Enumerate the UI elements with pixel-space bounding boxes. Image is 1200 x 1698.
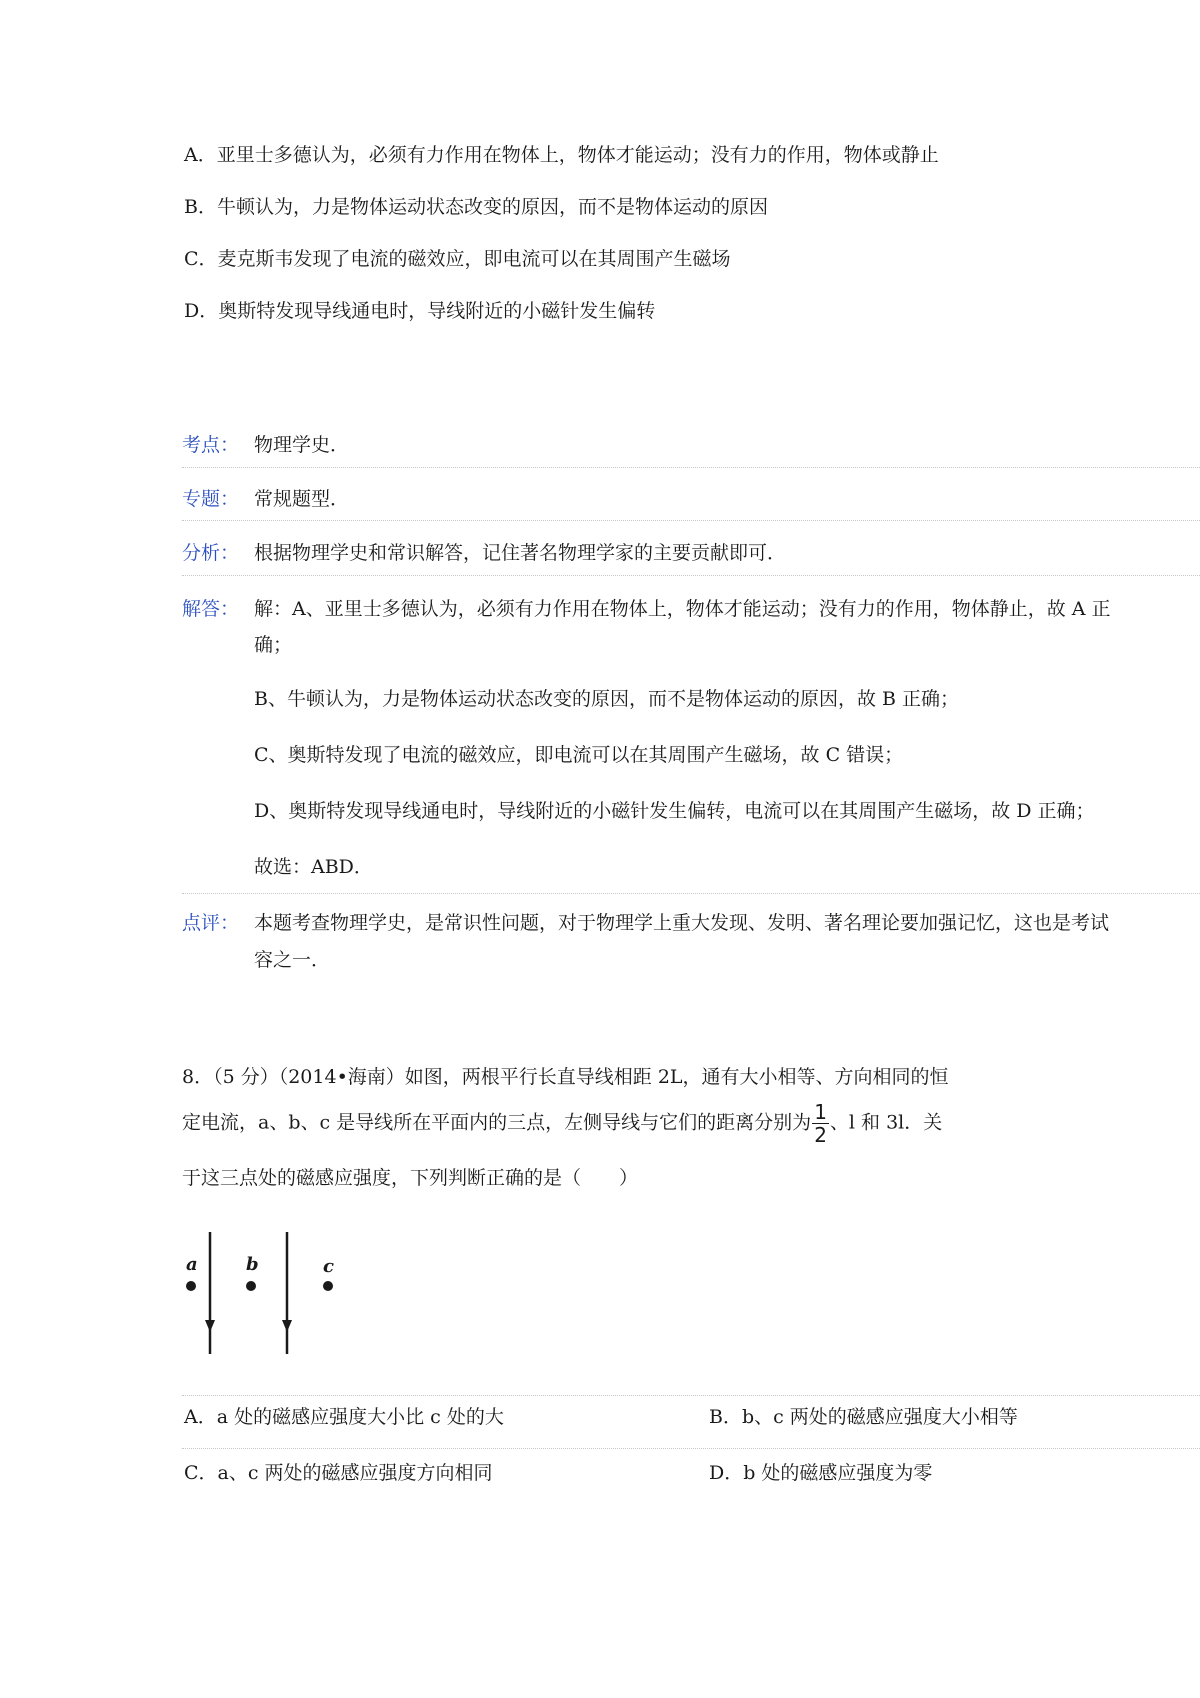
row-divider xyxy=(182,1448,1200,1449)
kaodian-text: 物理学史． xyxy=(254,434,350,456)
fraction-numerator: 1 xyxy=(814,1100,827,1124)
dianping-line-1: 本题考查物理学史，是常识性问题，对于物理学上重大发现、发明、著名理论要加强记忆，这也是考试 xyxy=(254,912,1110,934)
option-label: A． xyxy=(184,144,217,166)
fraction-one-half xyxy=(812,1102,829,1145)
fraction-denominator: 2 xyxy=(814,1123,827,1147)
q8-option-a xyxy=(184,1402,504,1429)
option-text: 亚里士多德认为，必须有力作用在物体上，物体才能运动；没有力的作用，物体或静止 xyxy=(216,144,939,166)
right-wire-arrow-icon xyxy=(282,1320,292,1332)
q8-option-d xyxy=(709,1458,932,1485)
option-text: 牛顿认为，力是物体运动状态改变的原因，而不是物体运动的原因 xyxy=(216,196,768,218)
wires-diagram xyxy=(182,1228,352,1358)
jieda-line-1: 解：A、亚里士多德认为，必须有力作用在物体上，物体才能运动；没有力的作用，物体静止，故 A 正 xyxy=(254,598,1111,620)
option-label: D． xyxy=(709,1462,744,1484)
point-b xyxy=(246,1281,256,1291)
row-divider xyxy=(182,1395,1200,1396)
point-label-a: a xyxy=(186,1254,198,1275)
jieda-line-4: C、奥斯特发现了电流的磁效应，即电流可以在其周围产生磁场，故 C 错误； xyxy=(254,744,904,766)
jieda-label: 解答： xyxy=(182,598,240,620)
option-text: b 处的磁感应强度为零 xyxy=(743,1462,933,1484)
option-label: C． xyxy=(184,248,218,270)
dianping-label: 点评： xyxy=(182,912,240,934)
option-text: a 处的磁感应强度大小比 c 处的大 xyxy=(216,1406,504,1428)
kaodian-label: 考点： xyxy=(182,434,240,456)
row-divider xyxy=(182,893,1200,894)
option-label: B． xyxy=(184,196,217,218)
option-label: B． xyxy=(709,1406,742,1428)
wires-figure xyxy=(182,1228,352,1363)
option-text: 麦克斯韦发现了电流的磁效应，即电流可以在其周围产生磁场 xyxy=(217,248,731,270)
q8-stem-line-3: 于这三点处的磁感应强度，下列判断正确的是（ ） xyxy=(182,1167,639,1189)
q8-stem-line-2 xyxy=(182,1102,942,1145)
q7-option-d xyxy=(184,296,655,323)
jieda-line-5: D、奥斯特发现导线通电时，导线附近的小磁针发生偏转，电流可以在其周围产生磁场，故 D 正确； xyxy=(254,800,1095,822)
q8-stem-line-1: 8．（5 分）（2014•海南）如图，两根平行长直导线相距 2L，通有大小相等、方向相同的恒 xyxy=(182,1066,949,1088)
q7-option-b xyxy=(184,192,768,219)
option-text: a、c 两处的磁感应强度方向相同 xyxy=(217,1462,493,1484)
option-label: C． xyxy=(184,1462,218,1484)
q7-option-a xyxy=(184,140,939,167)
q8-option-b xyxy=(709,1402,1018,1429)
q7-option-c xyxy=(184,244,731,271)
option-text: 奥斯特发现导线通电时，导线附近的小磁针发生偏转 xyxy=(218,300,656,322)
q8-stem-text: 定电流，a、b、c 是导线所在平面内的三点，左侧导线与它们的距离分别为 xyxy=(182,1111,812,1134)
point-label-c: c xyxy=(323,1256,334,1277)
jieda-line-3: B、牛顿认为，力是物体运动状态改变的原因，而不是物体运动的原因，故 B 正确； xyxy=(254,688,960,710)
dianping-line-2: 容之一． xyxy=(254,949,331,971)
jieda-line-6: 故选：ABD． xyxy=(254,856,373,878)
zhuanti-label: 专题： xyxy=(182,488,240,510)
zhuanti-text: 常规题型． xyxy=(254,488,350,510)
fenxi-text: 根据物理学史和常识解答，记住著名物理学家的主要贡献即可． xyxy=(254,542,787,564)
q8-stem-text: 、l 和 3l．关 xyxy=(829,1111,943,1134)
point-c xyxy=(323,1281,333,1291)
jieda-line-2: 确； xyxy=(254,634,293,656)
point-label-b: b xyxy=(246,1254,259,1275)
point-a xyxy=(186,1281,196,1291)
row-divider xyxy=(182,467,1200,468)
row-divider xyxy=(182,520,1200,521)
option-label: A． xyxy=(184,1406,217,1428)
row-divider xyxy=(182,575,1200,576)
left-wire-arrow-icon xyxy=(205,1320,215,1332)
option-label: D． xyxy=(184,300,219,322)
option-text: b、c 两处的磁感应强度大小相等 xyxy=(741,1406,1018,1428)
q8-option-c xyxy=(184,1458,493,1485)
fenxi-label: 分析： xyxy=(182,542,240,564)
